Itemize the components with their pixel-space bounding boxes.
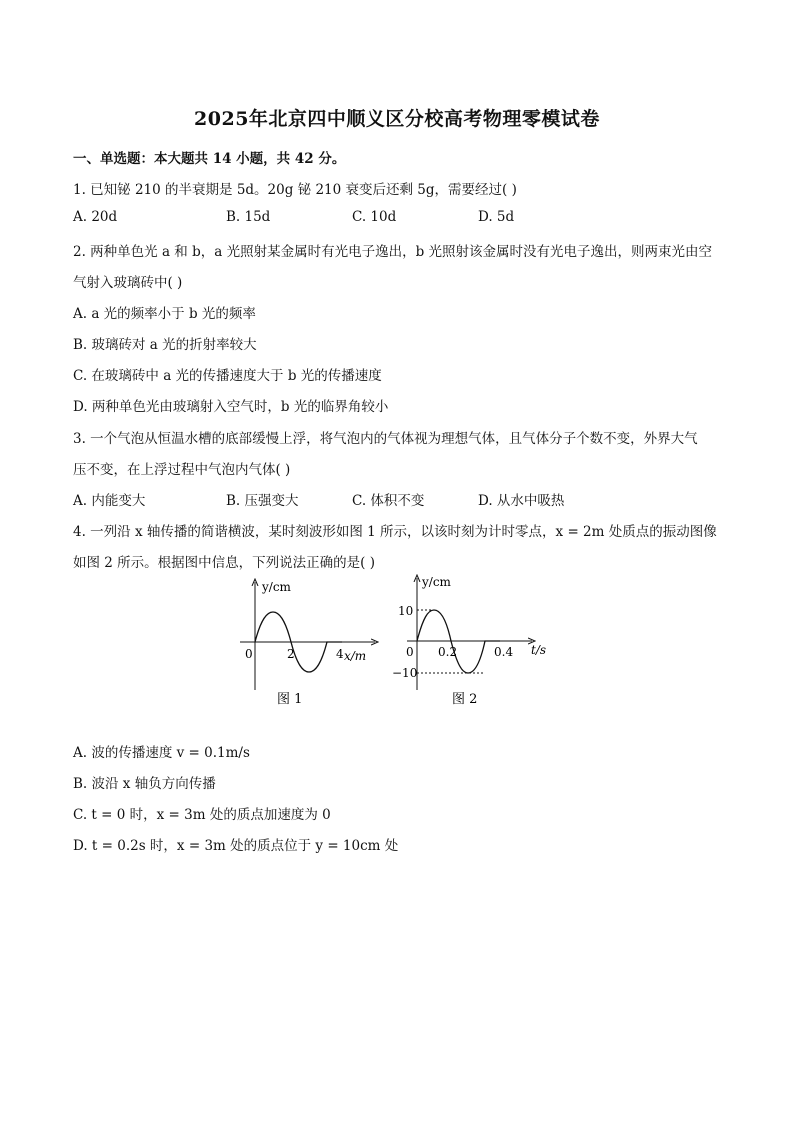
fig1-xlabel: x/m	[344, 649, 367, 663]
fig2-y-tick-10: 10	[398, 604, 414, 618]
q1-option-c: C. 10d	[352, 209, 397, 225]
figure-1-wave-graph	[230, 572, 380, 712]
q3-option-d: D. 从水中吸热	[478, 493, 565, 509]
q2-option-b: B. 玻璃砖对 a 光的折射率较大	[73, 337, 257, 353]
q2-option-a: A. a 光的频率小于 b 光的频率	[73, 306, 256, 322]
fig1-ylabel: y/cm	[262, 580, 291, 594]
q3-option-a: A. 内能变大	[73, 493, 146, 509]
q4-option-b: B. 波沿 x 轴负方向传播	[73, 776, 216, 792]
page-title: 2025年北京四中顺义区分校高考物理零模试卷	[194, 108, 600, 130]
q4-option-c: C. t = 0 时，x = 3m 处的质点加速度为 0	[73, 807, 331, 823]
question-4-stem-line2: 如图 2 所示。根据图中信息，下列说法正确的是( )	[73, 555, 375, 571]
q4-option-d: D. t = 0.2s 时，x = 3m 处的质点位于 y = 10cm 处	[73, 838, 399, 854]
question-1-stem: 1. 已知铋 210 的半衰期是 5d。20g 铋 210 衰变后还剩 5g，需要经过( )	[73, 182, 517, 198]
fig1-tick-2: 2	[287, 647, 295, 661]
fig2-t-tick-0.4: 0.4	[494, 645, 514, 659]
section-heading: 一、单选题：本大题共 14 小题，共 42 分。	[73, 151, 346, 167]
q1-option-b: B. 15d	[226, 209, 271, 225]
question-2-stem-line2: 气射入玻璃砖中( )	[73, 275, 183, 291]
q1-option-a: A. 20d	[73, 209, 118, 225]
question-3-stem-line1: 3. 一个气泡从恒温水槽的底部缓慢上浮，将气泡内的气体视为理想气体，且气体分子个数不变，外界大气	[73, 431, 698, 447]
fig2-caption: 图 2	[452, 692, 478, 707]
q4-option-a: A. 波的传播速度 v = 0.1m/s	[73, 745, 250, 761]
q3-option-b: B. 压强变大	[226, 493, 299, 509]
fig2-origin: 0	[406, 645, 414, 659]
fig1-origin: 0	[245, 647, 253, 661]
figure-2-vibration-graph	[392, 572, 562, 712]
fig2-y-tick-minus-10: −10	[392, 666, 418, 680]
q2-option-c: C. 在玻璃砖中 a 光的传播速度大于 b 光的传播速度	[73, 368, 382, 384]
question-3-stem-line2: 压不变，在上浮过程中气泡内气体( )	[73, 462, 291, 478]
question-4-stem-line1: 4. 一列沿 x 轴传播的简谐横波，某时刻波形如图 1 所示，以该时刻为计时零点，x = 2m 处质点的振动图像	[73, 524, 717, 540]
fig2-t-tick-0.2: 0.2	[438, 645, 458, 659]
q3-option-c: C. 体积不变	[352, 493, 425, 509]
fig2-ylabel: y/cm	[422, 575, 451, 589]
q2-option-d: D. 两种单色光由玻璃射入空气时，b 光的临界角较小	[73, 399, 389, 415]
fig2-xlabel: t/s	[531, 643, 547, 657]
fig1-tick-4: 4	[336, 647, 344, 661]
q1-option-d: D. 5d	[478, 209, 515, 225]
question-2-stem-line1: 2. 两种单色光 a 和 b，a 光照射某金属时有光电子逸出，b 光照射该金属时没有光电子逸出，则两束光由空	[73, 244, 713, 260]
fig1-caption: 图 1	[277, 692, 303, 707]
